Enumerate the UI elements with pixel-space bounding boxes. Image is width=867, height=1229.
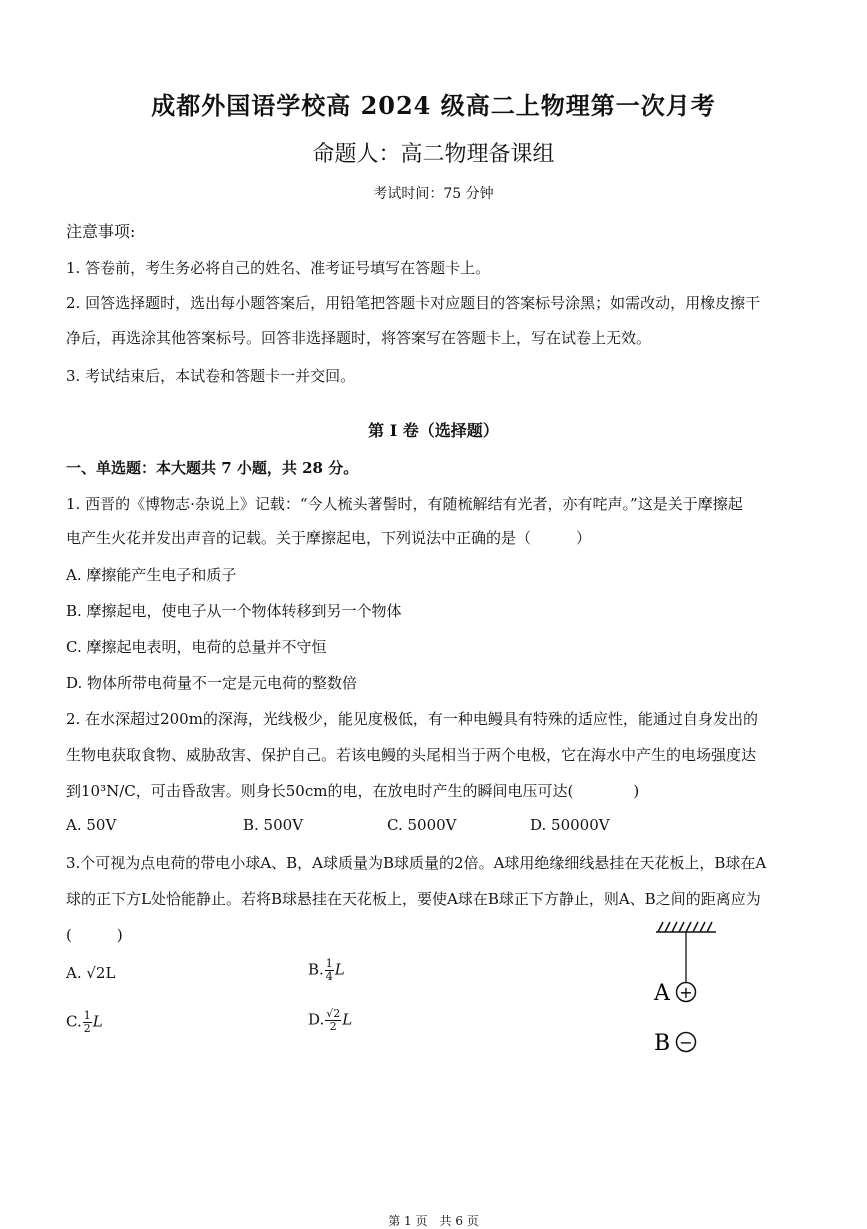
q3-option-a: A. √2L xyxy=(66,964,116,982)
q1-option-a: A. 摩擦能产生电子和质子 xyxy=(66,566,237,584)
ceiling-hatch xyxy=(656,922,716,932)
q1-line-2: 电产生火花并发出声音的记载。关于摩擦起电，下列说法中正确的是（ ） xyxy=(66,529,592,547)
fraction-numerator: 1 xyxy=(83,1009,91,1022)
q1-option-c: C. 摩擦起电表明，电荷的总量并不守恒 xyxy=(66,638,327,656)
var-l: L xyxy=(92,1012,103,1031)
ball-b-sign: − xyxy=(679,1033,693,1052)
note-item-2: 2. 回答选择题时，选出每小题答案后，用铅笔把答题卡对应题目的答案标号涂黑；如需改动，用橡皮擦干 xyxy=(66,294,761,312)
q3-option-b-prefix: B. xyxy=(308,960,324,979)
q3-figure xyxy=(640,918,730,1068)
notes-heading: 注意事项: xyxy=(66,222,136,241)
q2-option-c: C. 5000V xyxy=(387,816,457,834)
exam-title: 成都外国语学校高 2024 级高二上物理第一次月考 xyxy=(151,91,716,120)
ball-a-sign: + xyxy=(679,983,693,1002)
q1-option-d: D. 物体所带电荷量不一定是元电荷的整数倍 xyxy=(66,674,358,692)
q3-option-c-prefix: C. xyxy=(66,1012,82,1031)
author-line: 命题人：高二物理备课组 xyxy=(312,142,555,167)
q3-line-2: 球的正下方L处恰能静止。若将B球悬挂在天花板上，要使A球在B球正下方静止，则A、B之间的距离应为 xyxy=(66,890,761,908)
exam-time: 考试时间：75 分钟 xyxy=(373,186,494,202)
q2-option-b: B. 500V xyxy=(243,816,304,834)
ball-a-label: A xyxy=(654,981,670,1006)
fraction-numerator: √2 xyxy=(326,1007,341,1020)
page-footer: 第 1 页 共 6 页 xyxy=(388,1214,479,1228)
section-title: 第 I 卷（选择题） xyxy=(368,421,499,440)
part-heading: 一、单选题：本大题共 7 小题，共 28 分。 xyxy=(66,459,359,477)
q3-option-b xyxy=(308,958,345,983)
var-l: L xyxy=(334,960,345,979)
q2-option-d: D. 50000V xyxy=(530,816,610,834)
fraction-denominator: 2 xyxy=(329,1020,337,1033)
fraction-denominator: 4 xyxy=(325,970,333,983)
q3-option-d-fraction xyxy=(325,1008,341,1033)
note-item-2-cont: 净后，再选涂其他答案标号。回答非选择题时，将答案写在答题卡上，写在试卷上无效。 xyxy=(66,329,652,347)
q1-option-b: B. 摩擦起电，使电子从一个物体转移到另一个物体 xyxy=(66,602,402,620)
q2-line-3: 到10³N/C，可击昏敌害。则身长50cm的电，在放电时产生的瞬间电压可达( ) xyxy=(66,782,640,800)
q1-line-1: 1. 西晋的《博物志·杂说上》记载：“今人梳头著髻时，有随梳解结有光者，亦有咤声。”这是关于摩擦起 xyxy=(66,495,743,513)
q3-option-c-fraction xyxy=(83,1010,92,1035)
q3-option-b-fraction xyxy=(325,958,334,983)
q3-line-1: 3.个可视为点电荷的带电小球A、B，A球质量为B球质量的2倍。A球用绝缘细线悬挂在天花板上，B球在A xyxy=(66,854,767,872)
ball-b-label: B xyxy=(654,1031,671,1056)
q3-option-d-prefix: D. xyxy=(308,1010,325,1029)
note-item-3: 3. 考试结束后，本试卷和答题卡一并交回。 xyxy=(66,367,356,385)
fraction-denominator: 2 xyxy=(83,1022,91,1035)
q3-option-d xyxy=(308,1008,352,1033)
q2-line-1: 2. 在水深超过200m的深海，光线极少，能见度极低，有一种电鳗具有特殊的适应性，能通过自身发出的 xyxy=(66,710,758,728)
note-item-1: 1. 答卷前，考生务必将自己的姓名、准考证号填写在答题卡上。 xyxy=(66,259,491,277)
q3-line-3: ( ) xyxy=(66,926,123,944)
q2-line-2: 生物电获取食物、威胁敌害、保护自己。若该电鳗的头尾相当于两个电极，它在海水中产生的电场强度达 xyxy=(66,746,757,764)
q3-option-c xyxy=(66,1010,103,1035)
var-l: L xyxy=(342,1010,353,1029)
q2-option-a: A. 50V xyxy=(66,816,117,834)
fraction-numerator: 1 xyxy=(325,957,333,970)
